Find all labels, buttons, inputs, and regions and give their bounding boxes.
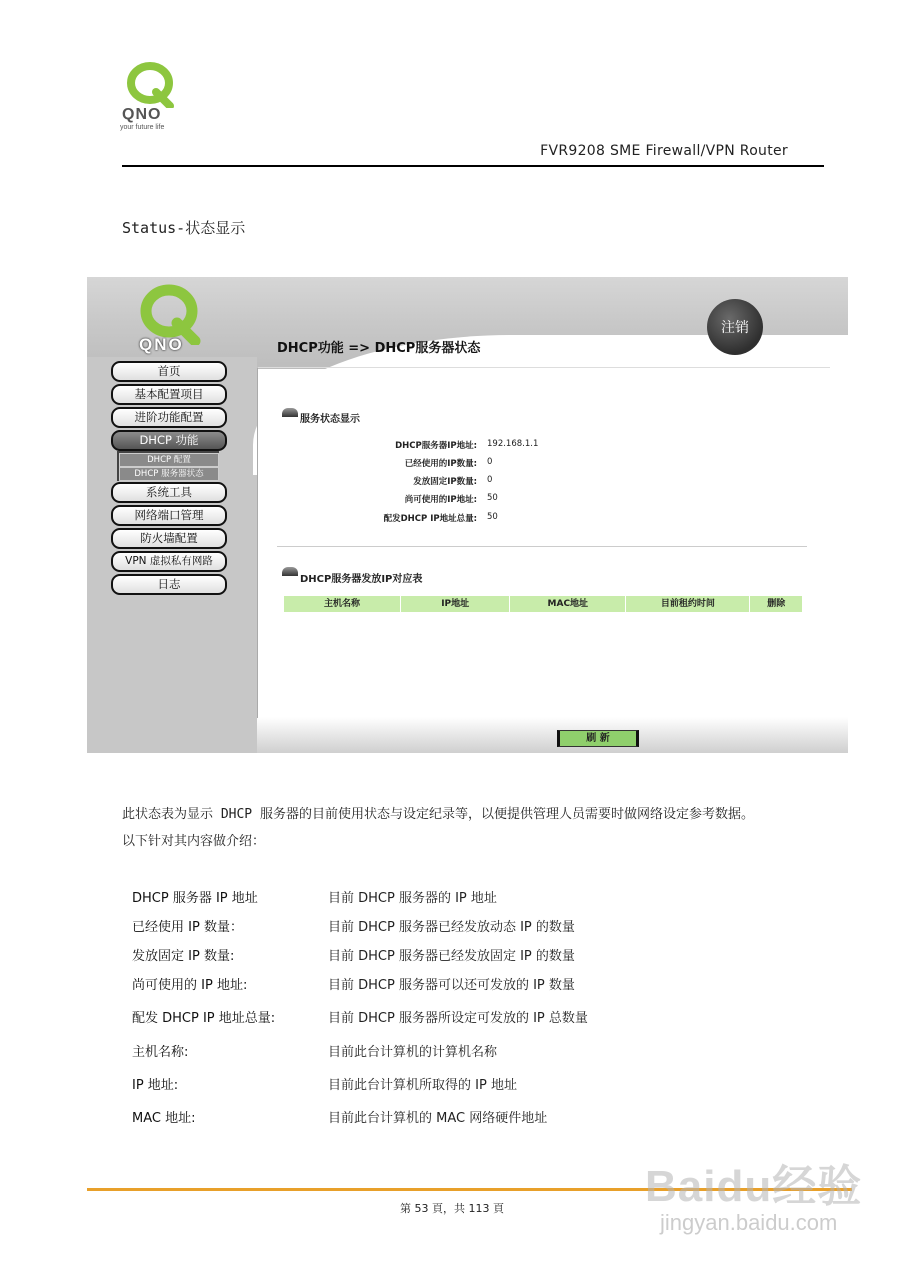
definition-desc: 目前 DHCP 服务器的 IP 地址 <box>328 891 497 906</box>
status-value: 50 <box>487 512 498 522</box>
status-value: 0 <box>487 457 493 467</box>
status-label: 尚可使用的IP地址: <box>404 495 477 505</box>
col-mac: MAC地址 <box>510 596 626 612</box>
qno-logo-icon <box>126 62 178 108</box>
section-bullet-icon <box>282 408 298 417</box>
ui-logo-wordmark: QNO <box>139 335 184 354</box>
menu-system-tools[interactable]: 系统工具 <box>111 482 227 503</box>
definition-term: DHCP 服务器 IP 地址 <box>132 891 258 906</box>
definition-term: IP 地址: <box>132 1078 179 1093</box>
definition-desc: 目前 DHCP 服务器可以还可发放的 IP 数量 <box>328 978 575 993</box>
status-value: 50 <box>487 493 498 503</box>
watermark: Baidu经验 <box>645 1162 863 1211</box>
section-divider <box>277 546 807 547</box>
definition-term: 配发 DHCP IP 地址总量: <box>132 1011 276 1026</box>
definition-desc: 目前 DHCP 服务器已经发放固定 IP 的数量 <box>328 949 575 964</box>
ui-page-heading: DHCP功能 => DHCP服务器状态 <box>277 341 481 356</box>
definition-desc: 目前 DHCP 服务器已经发放动态 IP 的数量 <box>328 920 575 935</box>
menu-home[interactable]: 首页 <box>111 361 227 382</box>
page-number: 第 53 頁，共 113 頁 <box>400 1202 504 1215</box>
logo-wordmark: QNO <box>122 106 162 123</box>
dhcp-table-header <box>284 596 802 612</box>
status-label: DHCP服务器IP地址: <box>395 441 477 451</box>
definition-desc: 目前此台计算机所取得的 IP 地址 <box>328 1078 517 1093</box>
status-value: 192.168.1.1 <box>487 439 539 449</box>
definition-desc: 目前此台计算机的计算机名称 <box>328 1045 498 1060</box>
definition-term: 发放固定 IP 数量: <box>132 949 235 964</box>
menu-vpn[interactable]: VPN 虚拟私有网路 <box>111 551 227 572</box>
menu-advanced-config[interactable]: 进阶功能配置 <box>111 407 227 428</box>
col-ip: IP地址 <box>401 596 510 612</box>
section-title: Status-状态显示 <box>122 219 246 237</box>
logo-tagline: your future life <box>120 124 165 131</box>
menu-basic-config[interactable]: 基本配置项目 <box>111 384 227 405</box>
router-ui-screenshot <box>87 277 848 753</box>
definition-term: 已经使用 IP 数量： <box>132 920 243 935</box>
col-hostname: 主机名称 <box>284 596 401 612</box>
status-section-label: 服务状态显示 <box>300 414 360 425</box>
menu-firewall[interactable]: 防火墙配置 <box>111 528 227 549</box>
status-value: 0 <box>487 475 493 485</box>
definition-term: MAC 地址: <box>132 1111 196 1126</box>
definition-term: 尚可使用的 IP 地址: <box>132 978 248 993</box>
menu-port-management[interactable]: 网络端口管理 <box>111 505 227 526</box>
watermark-url: jingyan.baidu.com <box>660 1210 838 1235</box>
table-section-label: DHCP服务器发放IP对应表 <box>300 574 423 585</box>
col-delete: 删除 <box>767 599 786 609</box>
logout-button[interactable]: 注销 <box>707 299 763 355</box>
definition-term: 主机名称: <box>132 1045 189 1060</box>
submenu-dhcp-config[interactable]: DHCP 配置 <box>119 453 219 467</box>
section-bullet-icon <box>282 567 298 576</box>
intro-paragraph-line: 以下针对其内容做介绍： <box>122 834 266 849</box>
header-divider <box>122 165 824 167</box>
ui-bottom-bar <box>257 717 848 753</box>
definition-desc: 目前 DHCP 服务器所设定可发放的 IP 总数量 <box>328 1011 588 1026</box>
submenu-dhcp-status[interactable]: DHCP 服务器状态 <box>119 467 219 481</box>
col-lease: 目前租约时间 <box>626 596 750 612</box>
intro-paragraph-line: 此状态表为显示 DHCP 服务器的目前使用状态与设定纪录等，以便提供管理人员需要时做网络设定参考数据。 <box>122 807 754 822</box>
definition-desc: 目前此台计算机的 MAC 网络硬件地址 <box>328 1111 548 1126</box>
menu-dhcp[interactable]: DHCP 功能 <box>111 430 227 451</box>
status-label: 发放固定IP数量: <box>413 477 477 487</box>
status-label: 已经使用的IP数量: <box>404 459 477 469</box>
refresh-button[interactable]: 刷 新 <box>557 730 639 747</box>
dhcp-submenu <box>117 451 219 481</box>
status-label: 配发DHCP IP地址总量: <box>383 514 477 524</box>
menu-log[interactable]: 日志 <box>111 574 227 595</box>
product-name: FVR9208 SME Firewall/VPN Router <box>540 143 788 159</box>
